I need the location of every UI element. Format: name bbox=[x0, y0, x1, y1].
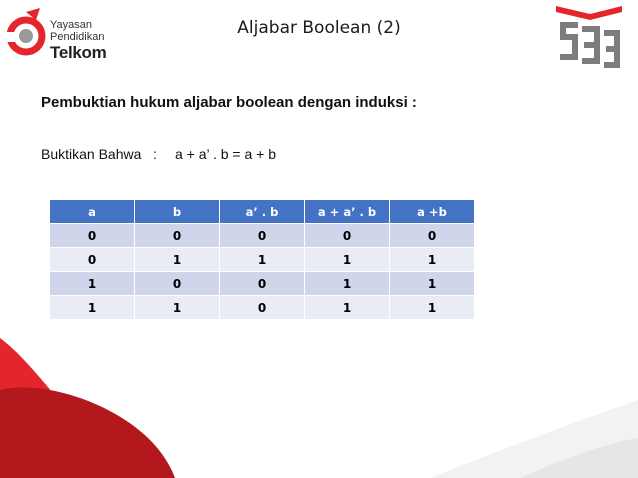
table-cell: 0 bbox=[135, 224, 220, 248]
table-cell: 1 bbox=[305, 296, 390, 320]
table-cell: 0 bbox=[390, 224, 475, 248]
table-cell: 1 bbox=[390, 248, 475, 272]
table-cell: 1 bbox=[390, 296, 475, 320]
table-cell: 1 bbox=[50, 272, 135, 296]
col-header-lhs: a + a’ . b bbox=[305, 200, 390, 224]
table-cell: 1 bbox=[305, 248, 390, 272]
background-swoosh bbox=[0, 320, 638, 478]
table-cell: 0 bbox=[135, 272, 220, 296]
table-cell: 0 bbox=[220, 272, 305, 296]
prove-statement bbox=[41, 146, 276, 162]
truth-table bbox=[49, 199, 475, 320]
university-emblem-icon bbox=[554, 4, 624, 70]
table-cell: 0 bbox=[305, 224, 390, 248]
table-row bbox=[50, 296, 475, 320]
table-row bbox=[50, 248, 475, 272]
col-header-not-a-and-b: a’ . b bbox=[220, 200, 305, 224]
table-cell: 1 bbox=[135, 296, 220, 320]
table-cell: 1 bbox=[390, 272, 475, 296]
prove-expression: a + a’ . b = a + b bbox=[174, 146, 277, 162]
logo-line-2: Pendidikan bbox=[50, 31, 105, 43]
table-cell: 1 bbox=[50, 296, 135, 320]
col-header-b: b bbox=[135, 200, 220, 224]
table-cell: 0 bbox=[220, 224, 305, 248]
table-cell: 0 bbox=[220, 296, 305, 320]
table-cell: 1 bbox=[220, 248, 305, 272]
table-header-row bbox=[50, 200, 475, 224]
ypt-logo bbox=[6, 4, 146, 74]
table-row bbox=[50, 272, 475, 296]
table-cell: 0 bbox=[50, 224, 135, 248]
prove-label: Buktikan Bahwa : bbox=[41, 146, 157, 162]
slide-heading: Pembuktian hukum aljabar boolean dengan induksi : bbox=[41, 94, 417, 111]
logo-line-1: Yayasan bbox=[50, 19, 92, 31]
table-cell: 1 bbox=[135, 248, 220, 272]
logo-line-3: Telkom bbox=[50, 43, 107, 62]
table-row bbox=[50, 224, 475, 248]
slide-title: Aljabar Boolean (2) bbox=[237, 18, 401, 38]
table-cell: 0 bbox=[50, 248, 135, 272]
col-header-rhs: a +b bbox=[390, 200, 475, 224]
col-header-a: a bbox=[50, 200, 135, 224]
table-cell: 1 bbox=[305, 272, 390, 296]
